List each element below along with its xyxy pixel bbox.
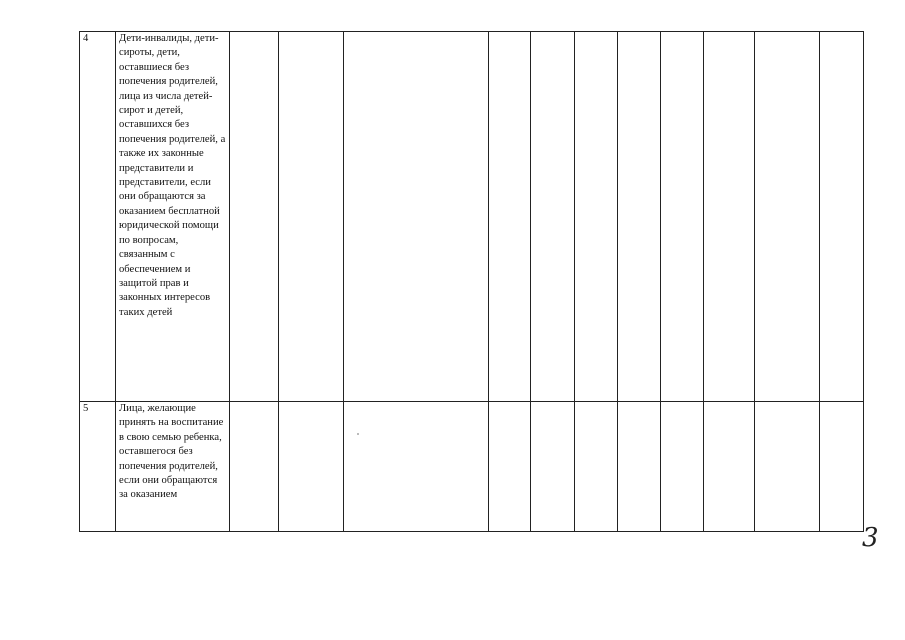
- empty-cell: [279, 32, 344, 402]
- empty-cell: [279, 402, 344, 532]
- empty-cell: [661, 32, 704, 402]
- empty-cell: [575, 402, 618, 532]
- empty-cell: [755, 402, 820, 532]
- row-description: Лица, желающие принять на воспитание в свою семью ребенка, оставшегося без попечения родителей, если они обращаются за оказанием: [116, 402, 230, 532]
- empty-cell: [661, 402, 704, 532]
- empty-cell: [531, 402, 575, 532]
- empty-cell: [575, 32, 618, 402]
- empty-cell: [704, 32, 755, 402]
- empty-cell: [820, 402, 864, 532]
- empty-cell: [618, 402, 661, 532]
- scan-speck: [357, 433, 359, 435]
- empty-cell: [344, 402, 489, 532]
- empty-cell: [489, 32, 531, 402]
- table-row: [80, 32, 864, 402]
- empty-cell: [618, 32, 661, 402]
- empty-cell: [489, 402, 531, 532]
- empty-cell: [755, 32, 820, 402]
- empty-cell: [531, 32, 575, 402]
- table-row: [80, 402, 864, 532]
- empty-cell: [230, 32, 279, 402]
- row-description: Дети-инвалиды, дети-сироты, дети, оставшиеся без попечения родителей, лица из числа детей-сирот и детей, оставшихся без попечения родителей, а также их законные представители и представители, если они обращаются за оказанием бесплатной юридической помощи по вопросам, связанным с обеспечением и защитой прав и законных интересов таких детей: [116, 32, 230, 402]
- legal-aid-table: [79, 31, 864, 532]
- row-number: 5: [80, 402, 116, 532]
- empty-cell: [820, 32, 864, 402]
- handwritten-page-number: 3: [862, 523, 879, 553]
- empty-cell: [704, 402, 755, 532]
- empty-cell: [230, 402, 279, 532]
- empty-cell: [344, 32, 489, 402]
- row-number: 4: [80, 32, 116, 402]
